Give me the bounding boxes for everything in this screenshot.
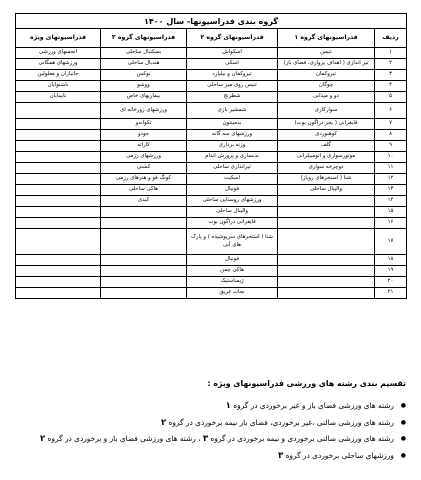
row-number-cell: ۶ [375, 103, 407, 119]
group-3-cell: کشتی [101, 163, 187, 174]
special-cell [16, 288, 101, 299]
group-1-cell [278, 288, 375, 299]
header-group-1: فدراسیونهای گروه ۱ [278, 29, 375, 48]
list-item [15, 415, 406, 432]
group-1-cell: تیروکمان [278, 70, 375, 81]
special-cell: ناشنوایان [16, 81, 101, 92]
group-2-cell: والیبال ساحلی [187, 207, 278, 218]
header-group-2: فدراسیونهای گروه ۲ [187, 29, 278, 48]
group-2-cell: ژیمناستیک [187, 277, 278, 288]
group-number: ۳ [277, 450, 284, 461]
table-row [16, 59, 407, 70]
row-number-cell: ۲ [375, 59, 407, 70]
group-3-cell: کونگ فو و هنرهای رزمی [101, 174, 187, 185]
group-1-cell: دوچرخه سواری [278, 163, 375, 174]
group-2-cell: قایقرانی دراگون بوت [187, 218, 278, 229]
table-row [16, 48, 407, 59]
group-1-cell [278, 255, 375, 266]
table-row [16, 207, 407, 218]
group-1-cell: گلف [278, 141, 375, 152]
item-text: ورزشهای ساحلی برخوردی در گروه [285, 450, 394, 460]
table-row [16, 70, 407, 81]
group-3-cell: کبدی [101, 196, 187, 207]
group-1-cell [278, 218, 375, 229]
item-text-2: ، رشته های ورزشی فضای باز و برخوردی در گروه [47, 434, 201, 443]
group-3-cell: هندبال ساحلی [101, 59, 187, 70]
list-item [15, 431, 406, 448]
group-3-cell: بسکتبال ساحلی [101, 48, 187, 59]
table-row [16, 119, 407, 130]
row-number-cell: ۱۳ [375, 185, 407, 196]
special-cell [16, 229, 101, 255]
group-2-cell: اسکواش [187, 48, 278, 59]
table-row [16, 103, 407, 119]
table-row [16, 174, 407, 185]
table-row [16, 277, 407, 288]
group-number: ۲ [160, 417, 167, 428]
group-1-cell [278, 266, 375, 277]
row-number-cell: ۹ [375, 141, 407, 152]
group-3-cell [101, 229, 187, 255]
table-row [16, 185, 407, 196]
group-3-cell: ورزشهای زورخانه ای [101, 103, 187, 119]
special-cell [16, 185, 101, 196]
group-3-cell: کاراته [101, 141, 187, 152]
group-2-cell: تیراندازی ساحلی [187, 163, 278, 174]
group-1-cell: چوگان [278, 81, 375, 92]
special-cell: انجمنهای ورزشی [16, 48, 101, 59]
table-row [16, 196, 407, 207]
group-2-cell: شطرنج [187, 92, 278, 103]
group-1-cell: تیر اندازی ( اهداف پروازی، فضای باز) [278, 59, 375, 70]
special-cell [16, 277, 101, 288]
group-1-cell: تنیس [278, 48, 375, 59]
group-2-cell: ورزشهای روستایی ساحلی [187, 196, 278, 207]
table-row [16, 229, 407, 255]
group-1-cell [278, 196, 375, 207]
table-row [16, 152, 407, 163]
group-3-cell [101, 266, 187, 277]
list-item [15, 448, 406, 465]
section-title: تقسیم بندی رشته های ورزشی فدراسیونهای ویژه : [207, 379, 406, 388]
special-cell [16, 130, 101, 141]
group-3-cell [101, 255, 187, 266]
group-3-cell [101, 207, 187, 218]
row-number-cell: ۱۵ [375, 207, 407, 218]
group-2-cell: شنا ( استخرهای سرپوشیده ) و پارک های آبی [187, 229, 278, 255]
table-row [16, 141, 407, 152]
header-group-3: فدراسیونهای گروه ۳ [101, 29, 187, 48]
group-2-cell: اسکیت [187, 174, 278, 185]
special-cell [16, 196, 101, 207]
list-item [15, 398, 406, 415]
group-2-cell: شمشیر بازی [187, 103, 278, 119]
special-cell [16, 119, 101, 130]
special-cell [16, 218, 101, 229]
group-2-cell: تنیس روی میز ساحلی [187, 81, 278, 92]
special-cell [16, 141, 101, 152]
table-header-row [16, 29, 407, 48]
row-number-cell: ۱۶ [375, 218, 407, 229]
special-cell: نابینایان [16, 92, 101, 103]
row-number-cell: ۵ [375, 92, 407, 103]
group-number: ۱ [225, 401, 231, 411]
group-2-cell: وزنه برداری [187, 141, 278, 152]
group-2-cell: فوتبال [187, 185, 278, 196]
row-number-cell: ۱۹ [375, 266, 407, 277]
table-title: گروه بندی فدراسیونها- سال ۱۴۰۰ [16, 14, 407, 29]
item-text: رشته های ورزشی سالنی ،غیر برخوردی، فضای باز نیمه برخوردی در گروه [168, 417, 394, 427]
group-number-2: ۲ [39, 434, 46, 444]
row-number-cell: ۱۱ [375, 163, 407, 174]
row-number-cell: ۱۰ [375, 152, 407, 163]
table-row [16, 130, 407, 141]
federation-groups-table [15, 13, 407, 299]
row-number-cell: ۳ [375, 70, 407, 81]
group-3-cell: ورزشهای رزمی [101, 152, 187, 163]
table-row [16, 163, 407, 174]
group-2-cell: ورزشهای سه گانه [187, 130, 278, 141]
special-cell [16, 207, 101, 218]
group-3-cell [101, 288, 187, 299]
group-2-cell: تیروکمان و بیلیارد [187, 70, 278, 81]
special-cell [16, 255, 101, 266]
item-text: رشته های ورزشی فضای باز و غیر برخوردی در گروه [233, 401, 394, 410]
group-1-cell: والیبال ساحلی [278, 185, 375, 196]
row-number-cell: ۸ [375, 130, 407, 141]
group-3-cell: ووشو [101, 81, 187, 92]
group-2-cell: فوتبال [187, 255, 278, 266]
group-1-cell [278, 277, 375, 288]
group-2-cell: بدمینتون [187, 119, 278, 130]
group-1-cell [278, 229, 375, 255]
special-cell [16, 163, 101, 174]
group-1-cell [278, 207, 375, 218]
row-number-cell: ۲۱ [375, 288, 407, 299]
group-3-cell: بوکس [101, 70, 187, 81]
table-title-row [16, 14, 407, 29]
row-number-cell: ۱ [375, 48, 407, 59]
item-text: رشته های ورزشی سالنی برخوردی و نیمه برخوردی در گروه [210, 434, 394, 443]
group-2-cell: اسکی [187, 59, 278, 70]
group-2-cell: نجات غریق [187, 288, 278, 299]
row-number-cell: ۱۲ [375, 174, 407, 185]
group-3-cell: تکواندو [101, 119, 187, 130]
table-row [16, 266, 407, 277]
row-number-cell: ۴ [375, 81, 407, 92]
group-3-cell: جودو [101, 130, 187, 141]
group-3-cell [101, 277, 187, 288]
group-1-cell: قایقرانی ( بجز دراگون بوت) [278, 119, 375, 130]
row-number-cell: ۲۰ [375, 277, 407, 288]
header-row-number: ردیف [375, 29, 407, 48]
group-1-cell: سوارکاری [278, 103, 375, 119]
group-1-cell: شنا ( استخرهای روباز) [278, 174, 375, 185]
table-row [16, 255, 407, 266]
group-2-cell: هاکی چمن [187, 266, 278, 277]
table-row [16, 81, 407, 92]
row-number-cell: ۷ [375, 119, 407, 130]
group-3-cell: بیماریهای خاص [101, 92, 187, 103]
group-2-cell: بدنسازی و پرورش اندام [187, 152, 278, 163]
group-1-cell: دو و میدانی [278, 92, 375, 103]
table-row [16, 218, 407, 229]
special-cell [16, 266, 101, 277]
group-number: ۳ [202, 434, 209, 444]
row-number-cell: ۱۷ [375, 229, 407, 255]
table-row [16, 92, 407, 103]
group-1-cell: کوهنوردی [278, 130, 375, 141]
special-cell [16, 174, 101, 185]
special-cell [16, 103, 101, 119]
special-cell: جانبازان و معلولین [16, 70, 101, 81]
section-list [15, 398, 406, 464]
special-cell [16, 152, 101, 163]
group-1-cell: موتورسواری و اتومبیلرانی [278, 152, 375, 163]
header-special: فدراسیونهای ویژه [16, 29, 101, 48]
table-row [16, 288, 407, 299]
special-cell: ورزشهای همگانی [16, 59, 101, 70]
group-3-cell: هاکی ساحلی [101, 185, 187, 196]
group-3-cell [101, 218, 187, 229]
row-number-cell: ۱۸ [375, 255, 407, 266]
row-number-cell: ۱۴ [375, 196, 407, 207]
